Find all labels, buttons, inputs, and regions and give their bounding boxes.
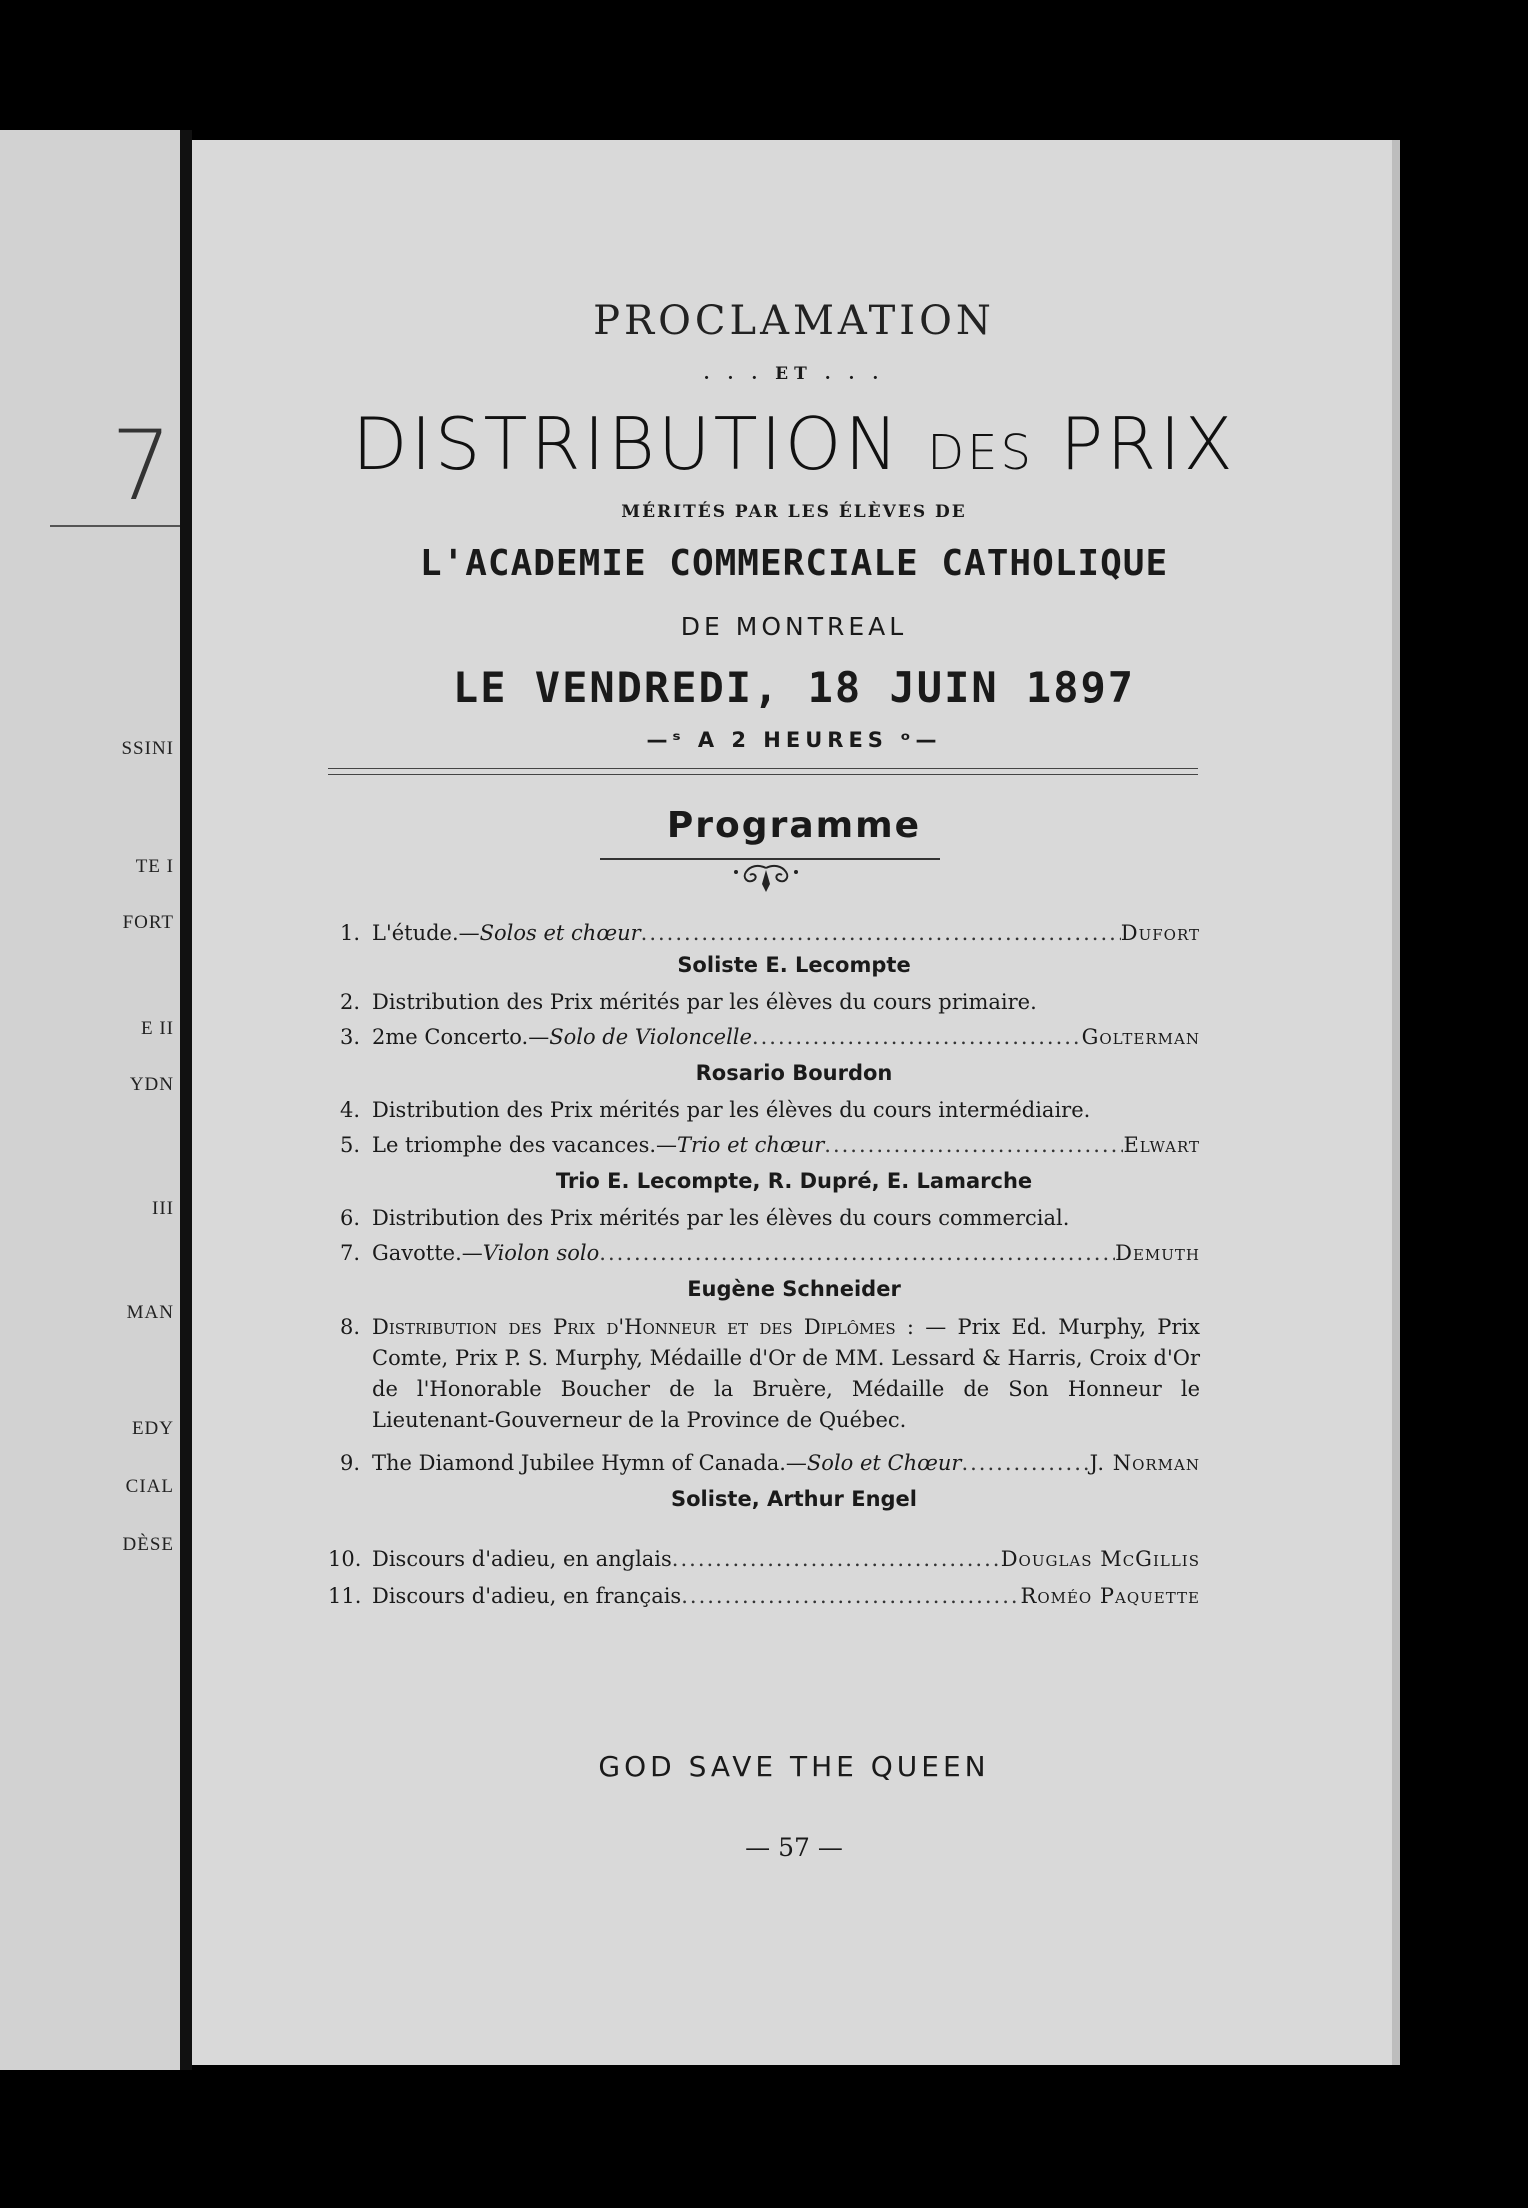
leader-dots xyxy=(641,918,1121,949)
leader-dots xyxy=(672,1544,1001,1575)
event-date: LE VENDREDI, 18 JUIN 1897 xyxy=(452,663,1136,712)
item-performance: Trio et chœur xyxy=(677,1133,825,1157)
left-fragment: CIAL xyxy=(125,1476,174,1497)
item-composer: Douglas McGillis xyxy=(1000,1547,1200,1571)
left-fragment: E II xyxy=(140,1018,174,1039)
item-performance: Solos et chœur xyxy=(479,921,641,945)
event-time-text: A 2 HEURES xyxy=(697,728,888,752)
page-edge xyxy=(1392,140,1400,2065)
item-text: Distribution des Prix mérités par les élèves du cours intermédiaire. xyxy=(372,1098,1091,1122)
programme-rule xyxy=(600,858,940,860)
item-number: 6. xyxy=(339,1206,360,1230)
item-composer: Roméo Paquette xyxy=(1020,1584,1200,1608)
item-text: Distribution des Prix mérités par les élèves du cours commercial. xyxy=(372,1206,1070,1230)
item-composer: Dufort xyxy=(1120,921,1200,945)
double-rule xyxy=(328,774,1198,775)
title-distribution: DISTRIBUTION xyxy=(352,402,902,486)
double-rule xyxy=(328,768,1198,769)
soloist-line: Soliste, Arthur Engel xyxy=(670,1487,917,1511)
merites-line: MÉRITÉS PAR LES ÉLÈVES DE xyxy=(621,502,967,522)
proclamation-heading: PROCLAMATION xyxy=(593,298,995,344)
item-text: Distribution des Prix mérités par les élèves du cours primaire. xyxy=(372,990,1037,1014)
title-des: DES xyxy=(927,425,1034,481)
item-number: 7. xyxy=(339,1241,360,1265)
item-details: : — Prix Ed. Murphy, Prix Comte, Prix P. S. Murphy, Médaille d'Or de MM. Lessard & Harris, Croix d'Or de l'Honorable Boucher de la Bruère, Médaille de Son Honneur le Lieutenant-Gouverneur de la Province de Québec. xyxy=(372,1315,1200,1432)
item-composer: Golterman xyxy=(1081,1025,1200,1049)
book-spine xyxy=(180,130,192,2070)
item-composer: J. Norman xyxy=(1089,1451,1200,1475)
item-number: 4. xyxy=(339,1098,360,1122)
item-performance: Solo de Violoncelle xyxy=(549,1025,752,1049)
soloist-line: Trio E. Lecompte, R. Dupré, E. Lamarche xyxy=(555,1169,1033,1193)
montreal-line: DE MONTREAL xyxy=(680,612,908,641)
item-composer: Elwart xyxy=(1123,1133,1200,1157)
item-composer: Demuth xyxy=(1115,1241,1200,1265)
left-fragment-number: 7 xyxy=(110,410,172,522)
item-number: 2. xyxy=(339,990,360,1014)
item-performance: Solo et Chœur xyxy=(806,1451,962,1475)
item-number: 9. xyxy=(339,1451,360,1475)
left-page-fragment xyxy=(0,130,180,2070)
left-fragment: MAN xyxy=(126,1302,174,1323)
programme-title: Programme xyxy=(666,805,922,846)
left-fragment: SSINI xyxy=(121,738,174,759)
academie-title: L'ACADEMIE COMMERCIALE CATHOLIQUE xyxy=(419,543,1169,584)
document-page xyxy=(192,140,1396,2065)
item-title: Gavotte.— xyxy=(372,1241,483,1265)
leader-dots xyxy=(681,1581,1020,1612)
leader-dots xyxy=(599,1238,1115,1269)
left-fragment: TE I xyxy=(135,856,174,877)
left-fragment-rule xyxy=(50,525,180,527)
program-item xyxy=(328,1312,1200,1442)
page-number: — 57 — xyxy=(745,1833,843,1862)
event-time: —ˢ A 2 HEURES ᵒ— xyxy=(646,728,942,752)
closing-line: GOD SAVE THE QUEEN xyxy=(598,1750,990,1783)
item-title: 2me Concerto.— xyxy=(372,1025,550,1049)
title-prix: PRIX xyxy=(1059,402,1236,486)
item-title: Le triomphe des vacances.— xyxy=(372,1133,678,1157)
item-performance: Violon solo xyxy=(482,1241,600,1265)
item-title: L'étude.— xyxy=(372,921,480,945)
soloist-line: Rosario Bourdon xyxy=(695,1061,893,1085)
et-line: . . . ET . . . xyxy=(703,364,885,384)
item-title: Discours d'adieu, en anglais xyxy=(372,1547,672,1571)
item-title: The Diamond Jubilee Hymn of Canada.— xyxy=(372,1451,807,1475)
item-heading: Distribution des Prix d'Honneur et des Diplômes xyxy=(372,1315,896,1339)
item-number: 3. xyxy=(339,1025,360,1049)
left-fragment: III xyxy=(152,1198,174,1219)
item-number: 8. xyxy=(339,1315,360,1339)
leader-dots xyxy=(961,1448,1089,1479)
ornament-icon xyxy=(728,862,804,896)
item-number: 5. xyxy=(339,1133,360,1157)
left-fragment: YDN xyxy=(129,1074,174,1095)
item-number: 1. xyxy=(339,921,360,945)
item-number: 10. xyxy=(328,1547,362,1571)
item-text xyxy=(372,1312,1200,1436)
left-fragment: FORT xyxy=(122,912,174,933)
leader-dots xyxy=(824,1130,1123,1161)
left-fragment: DÈSE xyxy=(122,1534,174,1555)
item-title: Discours d'adieu, en français xyxy=(372,1584,682,1608)
left-fragment: EDY xyxy=(131,1418,174,1439)
soloist-line: Soliste E. Lecompte xyxy=(677,953,911,977)
item-number: 11. xyxy=(328,1584,362,1608)
soloist-line: Eugène Schneider xyxy=(687,1277,901,1301)
main-title xyxy=(192,402,1396,486)
leader-dots xyxy=(752,1022,1082,1053)
